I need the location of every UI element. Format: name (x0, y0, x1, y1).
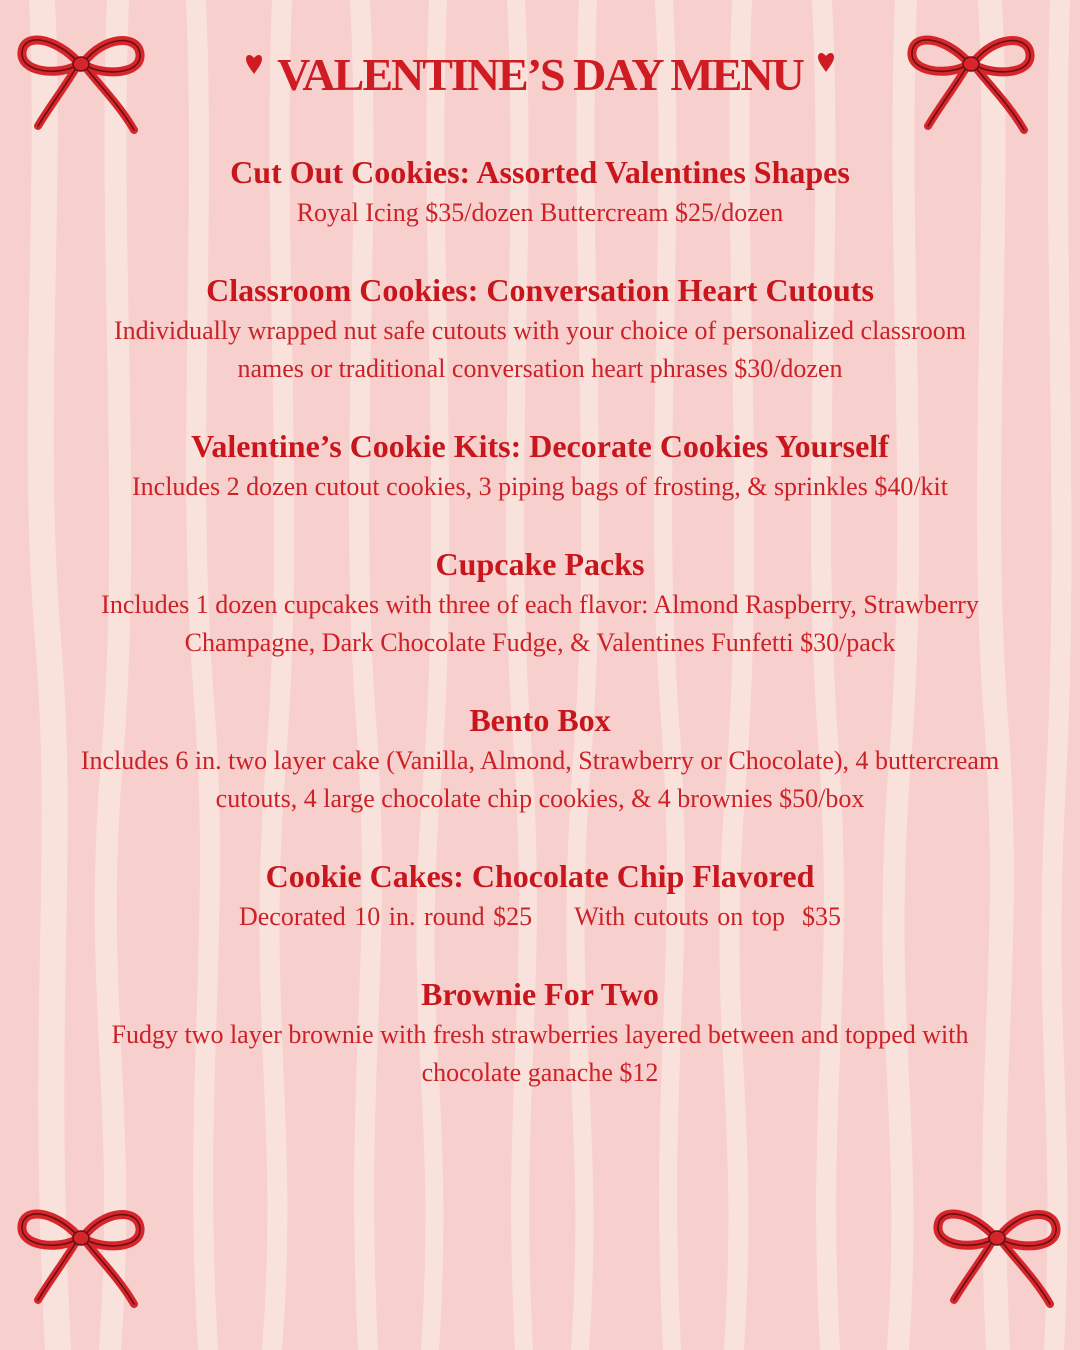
ribbon-bow-icon (16, 30, 146, 135)
heart-icon (245, 53, 263, 75)
menu-list (60, 150, 1020, 1128)
menu-item-description: Fudgy two layer brownie with fresh strawberries layered between and topped with chocolate ganache $12 (111, 1020, 969, 1087)
menu-item-description: Includes 6 in. two layer cake (Vanilla, Almond, Strawberry or Chocolate), 4 buttercream cutouts, 4 large chocolate chip cookies, & 4 brownies $50/box (80, 746, 1000, 813)
menu-item-name: Cut Out Cookies: Assorted Valentines Shapes (230, 154, 850, 190)
heart-icon (817, 51, 835, 73)
menu-item-name: Valentine’s Cookie Kits: Decorate Cookies Yourself (191, 428, 889, 464)
menu-item (60, 268, 1020, 388)
ribbon-bow-icon (16, 1204, 146, 1309)
menu-item-name: Cookie Cakes: Chocolate Chip Flavored (265, 858, 815, 894)
menu-item-name: Brownie For Two (421, 976, 659, 1012)
menu-item-description: Includes 1 dozen cupcakes with three of each flavor: Almond Raspberry, Strawberry Champagne, Dark Chocolate Fudge, & Valentines Funfetti $30/pack (101, 590, 979, 657)
menu-item (60, 698, 1020, 818)
menu-item (60, 424, 1020, 506)
menu-item-name: Bento Box (469, 702, 611, 738)
menu-item (60, 150, 1020, 232)
menu-item (60, 542, 1020, 662)
page-title: VALENTINE’S DAY MENU (277, 49, 803, 100)
menu-item-description: Royal Icing $35/dozen Buttercream $25/dozen (296, 198, 784, 227)
menu-item-description: Includes 2 dozen cutout cookies, 3 piping bags of frosting, & sprinkles $40/kit (132, 472, 948, 501)
menu-item (60, 854, 1020, 936)
ribbon-bow-icon (906, 30, 1036, 135)
menu-item-description: Decorated 10 in. round $25 With cutouts on top $35 (238, 902, 841, 931)
menu-item (60, 972, 1020, 1092)
menu-item-name: Classroom Cookies: Conversation Heart Cutouts (206, 272, 874, 308)
ribbon-bow-icon (932, 1204, 1062, 1309)
menu-item-description: Individually wrapped nut safe cutouts with your choice of personalized classroom names or traditional conversation heart phrases $30/dozen (114, 316, 966, 383)
menu-item-name: Cupcake Packs (435, 546, 645, 582)
